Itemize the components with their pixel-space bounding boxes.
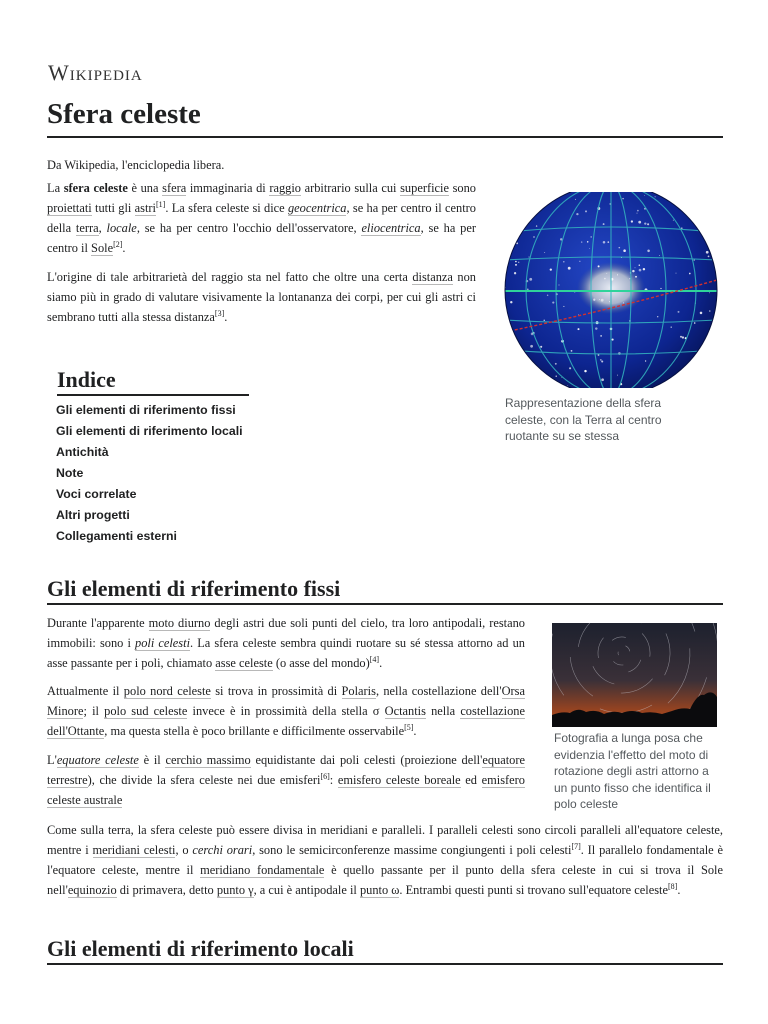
link-superficie[interactable]: superficie <box>400 181 449 195</box>
section1-divider <box>47 603 723 605</box>
toc-item[interactable]: Collegamenti esterni <box>56 529 177 543</box>
wikipedia-wordmark[interactable]: Wikipedia <box>48 60 143 85</box>
celestial-sphere-image[interactable] <box>503 192 720 388</box>
link-astri[interactable]: astri <box>134 201 157 215</box>
toc-item[interactable]: Antichità <box>56 445 109 459</box>
link-punto-omega[interactable]: punto ω <box>359 883 400 897</box>
intro-paragraph-1: La sfera celeste è una sfera immaginaria di raggio arbitrario sulla cui superficie sono proiettati tutti gli astri[1]. La sfera celeste si dice geocentrica, se ha per centro il centro della terra, locale, se ha per centro l'occhio dell'osservatore, eliocentrica, se ha per centro il Sole[2]. <box>47 181 477 255</box>
link-punto-gamma[interactable]: punto γ <box>216 883 254 897</box>
ref-4[interactable]: [4] <box>369 654 380 664</box>
link-moto-diurno[interactable]: moto diurno <box>148 616 211 630</box>
link-raggio[interactable]: raggio <box>269 181 301 195</box>
section-heading-fissi: Gli elementi di riferimento fissi <box>47 576 341 601</box>
link-geocentrica[interactable]: geocentrica <box>287 201 347 215</box>
link-poli-celesti[interactable]: poli celesti <box>135 636 191 650</box>
bold-term: sfera celeste <box>63 181 128 195</box>
link-polo-nord-celeste[interactable]: polo nord celeste <box>123 684 211 698</box>
link-orsa-minore[interactable]: Orsa Minore <box>47 684 525 718</box>
link-proiettati[interactable]: proiettati <box>47 201 92 215</box>
link-eliocentrica[interactable]: eliocentrica <box>361 221 421 235</box>
ref-3[interactable]: [3] <box>214 308 225 318</box>
page-title: Sfera celeste <box>47 98 201 130</box>
section-heading-locali: Gli elementi di riferimento locali <box>47 936 354 961</box>
link-distanza[interactable]: distanza <box>412 270 453 284</box>
intro-paragraph-2: L'origine di tale arbitrarietà del raggio sta nel fatto che oltre una certa distanza non siamo più in grado di valutare visivamente la lontananza dei corpi, per cui gli astri ci sembrano tutti alla stessa distanza[3]. <box>47 270 476 324</box>
toc-item[interactable]: Gli elementi di riferimento fissi <box>56 403 236 417</box>
link-terra[interactable]: terra <box>75 221 99 235</box>
link-meridiani-celesti[interactable]: meridiani celesti <box>92 843 176 857</box>
toc-divider <box>57 394 249 396</box>
section1-paragraph-1: Durante l'apparente moto diurno degli astri due soli punti del cielo, tra loro antipodali, restano immobili: sono i poli celesti. La sfera celeste sembra quindi ruotare su sé stessa attorno ad un asse passante per i poli, chiamato asse celeste (o asse del mondo)[4]. <box>47 616 526 670</box>
ref-2[interactable]: [2] <box>113 239 123 249</box>
figure2-caption: Fotografia a lunga posa che evidenzia l'effetto del moto di rotazione degli astri attorno a un punto fisso che identifica il polo celeste <box>554 731 711 811</box>
toc-item[interactable]: Gli elementi di riferimento locali <box>56 424 243 438</box>
link-sfera[interactable]: sfera <box>162 181 187 195</box>
toc-item[interactable]: Altri progetti <box>56 508 130 522</box>
link-equinozio[interactable]: equinozio <box>67 883 117 897</box>
link-asse-celeste[interactable]: asse celeste <box>215 656 273 670</box>
ref-6[interactable]: [6] <box>320 771 330 781</box>
toc-item[interactable]: Note <box>56 466 84 480</box>
tagline: Da Wikipedia, l'enciclopedia libera. <box>47 158 225 172</box>
section2-divider <box>47 963 723 965</box>
section1-paragraph-4: Come sulla terra, la sfera celeste può essere divisa in meridiani e paralleli. I paralleli celesti sono circoli paralleli all'equatore celeste, mentre i meridiani celesti, o cerchi orari, sono le semicirconferenze massime congiungenti i poli celesti[7]. Il parallelo fondamentale è l'equatore celeste, mentre il meridiano fondamentale è quello passante per il punto della sfera celeste in cui si trova il Sole nell'equinozio di primavera, detto punto γ, a cui è antipodale il punto ω. Entrambi questi punti si trovano sull'equatore celeste[8]. <box>47 823 723 897</box>
toc-title: Indice <box>57 367 116 392</box>
link-octantis[interactable]: Octantis <box>384 704 426 718</box>
ref-8[interactable]: [8] <box>668 881 678 891</box>
link-meridiano-fondamentale[interactable]: meridiano fondamentale <box>200 863 325 877</box>
toc-item[interactable]: Voci correlate <box>56 487 137 501</box>
link-polaris[interactable]: Polaris <box>341 684 376 698</box>
table-of-contents <box>56 366 256 547</box>
figure1-caption: Rappresentazione della sfera celeste, con la Terra al centro ruotante su se stessa <box>505 396 662 443</box>
link-emisfero-australe[interactable]: emisfero celeste australe <box>47 773 526 807</box>
link-equatore-terrestre[interactable]: equatore terrestre <box>47 753 525 787</box>
star-trails-photo[interactable] <box>552 623 717 727</box>
ref-7[interactable]: [7] <box>571 841 581 851</box>
link-costellazione-ottante[interactable]: costellazione dell'Ottante <box>47 704 525 738</box>
link-polo-sud-celeste[interactable]: polo sud celeste <box>104 704 188 718</box>
link-equatore-celeste[interactable]: equatore celeste <box>56 753 139 767</box>
link-sole[interactable]: Sole <box>91 241 114 255</box>
section1-paragraph-2: Attualmente il polo nord celeste si trova in prossimità di Polaris, nella costellazione dell'Orsa Minore; il polo sud celeste invece è in prossimità della stella σ Octantis nella costellazione dell'Ottante, ma questa stella è poco brillante e difficilmente osservabile[5]. <box>47 684 525 738</box>
ref-5[interactable]: [5] <box>404 722 414 732</box>
link-emisfero-boreale[interactable]: emisfero celeste boreale <box>337 773 461 787</box>
link-cerchio-massimo[interactable]: cerchio massimo <box>165 753 251 767</box>
ref-1[interactable]: [1] <box>156 199 166 209</box>
section1-paragraph-3: L'equatore celeste è il cerchio massimo equidistante dai poli celesti (proiezione dell'equatore terrestre), che divide la sfera celeste nei due emisferi[6]: emisfero celeste boreale ed emisfero celeste australe <box>47 753 526 807</box>
title-divider <box>47 136 723 138</box>
